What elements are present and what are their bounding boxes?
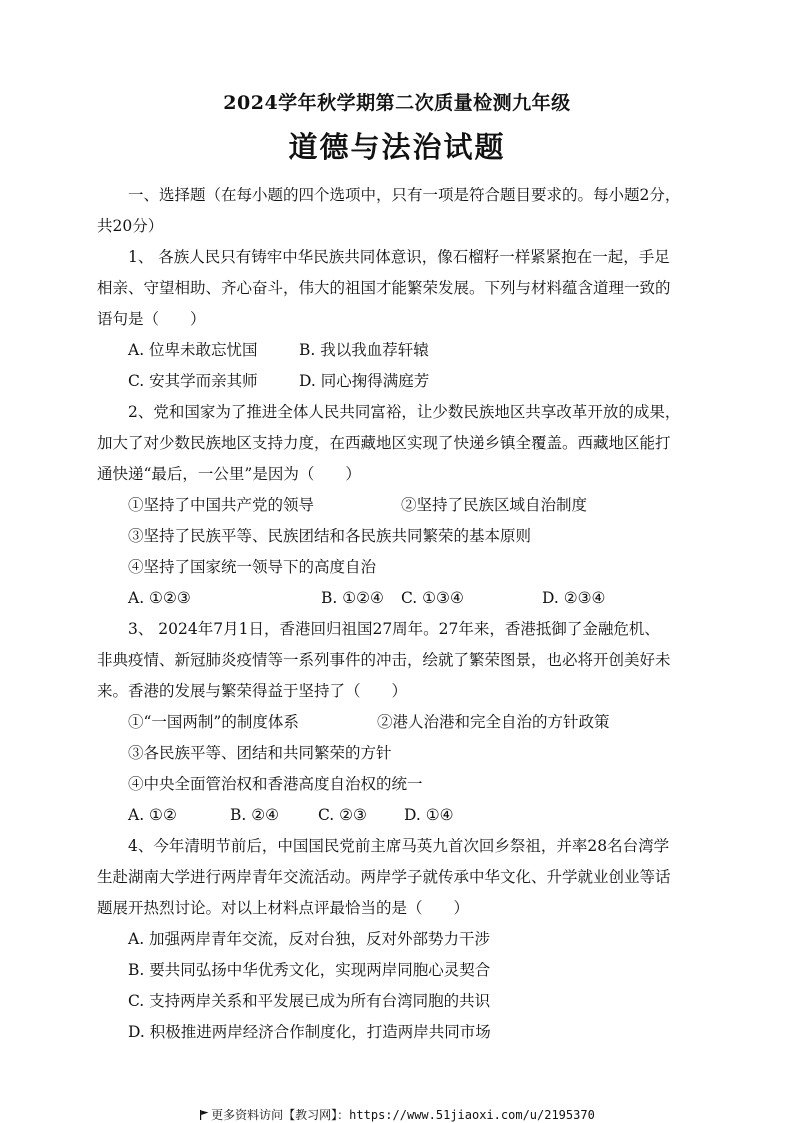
q3-stem-line1: 3、 2024年7月1日，香港回归祖国27周年。27年来，香港抵御了金融危机、 <box>128 620 660 638</box>
q1-stem-line2: 相亲、守望相助、齐心奋斗，伟大的祖国才能繁荣发展。下列与材料蕴含道理一致的 <box>97 279 671 297</box>
q1-option-b: B. 我以我血荐轩辕 <box>299 341 429 359</box>
section-heading: 一、选择题（在每小题的四个选项中，只有一项是符合题目要求的。每小题2分， <box>128 186 681 204</box>
q2-items-row1 <box>97 490 707 521</box>
q4-option-d: D. 积极推进两岸经济合作制度化，打造两岸共同市场 <box>128 1023 491 1041</box>
exam-subtitle: 2024学年秋学期第二次质量检测九年级 <box>223 92 571 114</box>
q3-option-a: A. ①② <box>128 806 177 824</box>
q3-item-4: ④中央全面管治权和香港高度自治权的统一 <box>128 775 423 793</box>
q1-option-d: D. 同心掬得满庭芳 <box>299 372 430 390</box>
q2-option-b: B. ①②④ <box>321 589 384 607</box>
q3-stem-line2: 非典疫情、新冠肺炎疫情等一系列事件的冲击，绘就了繁荣图景，也必将开创美好未 <box>97 651 671 669</box>
q3-stem-line3: 来。香港的发展与繁荣得益于坚持了（ ） <box>97 682 408 700</box>
q3-options-row <box>97 800 707 831</box>
q4-stem-line1: 4、今年清明节前后，中国国民党前主席马英九首次回乡祭祖，并率28名台湾学 <box>128 837 670 855</box>
footer-link[interactable] <box>0 1106 794 1123</box>
q2-item-3: ③坚持了民族平等、民族团结和各民族共同繁荣的基本原则 <box>128 527 532 545</box>
q3-item-2: ②港人治港和完全自治的方针政策 <box>377 713 610 731</box>
q2-item-2: ②坚持了民族区域自治制度 <box>401 496 588 514</box>
q1-stem-line1: 1、 各族人民只有铸牢中华民族共同体意识，像石榴籽一样紧紧抱在一起，手足 <box>128 248 670 266</box>
q2-option-d: D. ②③④ <box>542 589 606 607</box>
q2-stem-line1: 2、党和国家为了推进全体人民共同富裕，让少数民族地区共享改革开放的成果， <box>128 403 681 421</box>
q2-options-row <box>97 583 707 614</box>
q2-item-1: ①坚持了中国共产党的领导 <box>128 496 315 514</box>
q2-option-a: A. ①②③ <box>128 589 191 607</box>
q4-option-b: B. 要共同弘扬中华优秀文化，实现两岸同胞心灵契合 <box>128 961 491 979</box>
q3-items-row1 <box>97 707 707 738</box>
footer-text: 更多资料访问【教习网】：https://www.51jiaoxi.com/u/2195370 <box>211 1108 595 1122</box>
q3-option-d: D. ①④ <box>404 806 454 824</box>
q4-option-a: A. 加强两岸青年交流，反对台独，反对外部势力干涉 <box>128 930 491 948</box>
q3-option-b: B. ②④ <box>230 806 280 824</box>
flag-icon <box>199 1110 209 1120</box>
q2-item-4: ④坚持了国家统一领导下的高度自治 <box>128 558 377 576</box>
q4-option-c: C. 支持两岸关系和平发展已成为所有台湾同胞的共识 <box>128 992 491 1010</box>
section-heading-cont: 共20分） <box>97 217 164 235</box>
q3-item-3: ③各民族平等、团结和共同繁荣的方针 <box>128 744 392 762</box>
q2-stem-line2: 加大了对少数民族地区支持力度，在西藏地区实现了快递乡镇全覆盖。西藏地区能打 <box>97 434 671 452</box>
q1-options-row2 <box>97 366 707 397</box>
q3-option-c: C. ②③ <box>318 806 367 824</box>
q2-option-c: C. ①③④ <box>401 589 464 607</box>
q3-item-1: ①“一国两制”的制度体系 <box>128 713 299 731</box>
q4-stem-line3: 题展开热烈讨论。对以上材料点评最恰当的是（ ） <box>97 899 470 917</box>
q1-option-a: A. 位卑未敢忘忧国 <box>128 341 258 359</box>
q1-option-c: C. 安其学而亲其师 <box>128 372 258 390</box>
q1-stem-line3: 语句是（ ） <box>97 310 206 328</box>
q2-stem-line3: 通快递“最后，一公里”是因为（ ） <box>97 465 361 483</box>
q4-stem-line2: 生赴湖南大学进行两岸青年交流活动。两岸学子就传承中华文化、升学就业创业等话 <box>97 868 671 886</box>
exam-content <box>97 180 707 1048</box>
exam-title: 道德与法治试题 <box>288 130 506 164</box>
q1-options-row1 <box>97 335 707 366</box>
